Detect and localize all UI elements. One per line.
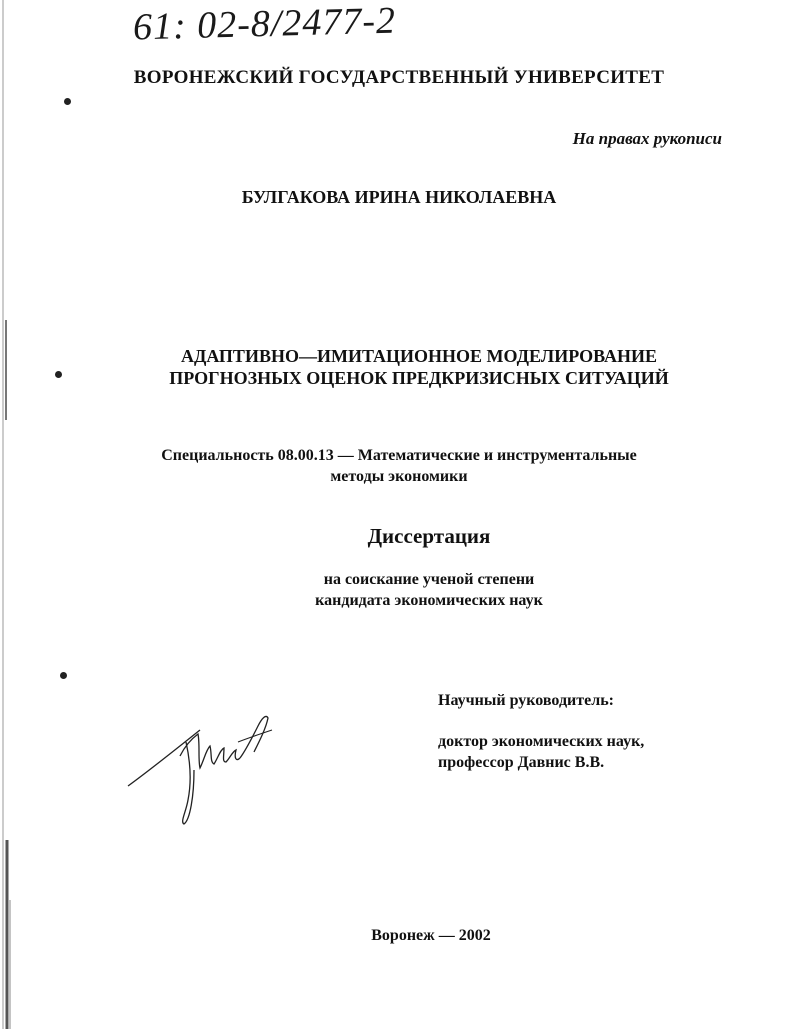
university-name: ВОРОНЕЖСКИЙ ГОСУДАРСТВЕННЫЙ УНИВЕРСИТЕТ [133,67,665,88]
author-name: БУЛГАКОВА ИРИНА НИКОЛАЕВНА [241,187,557,207]
supervisor-name: профессор Давнис В.В. [438,754,605,771]
specialty-line-2: методы экономики [330,468,468,485]
binding-edge [0,0,16,1029]
document-type: Диссертация [367,524,491,548]
supervisor-label: Научный руководитель: [438,692,614,709]
specialty-line-1: Специальность 08.00.13 — Математические и инструментальные [161,447,637,464]
place-year: Воронеж — 2002 [371,927,491,944]
specialty [0,445,798,487]
degree-line-1: на соискание ученой степени [323,571,535,588]
dissertation-title [0,345,798,389]
degree [0,569,798,611]
supervisor-details [438,731,644,773]
title-line-1: АДАПТИВНО—ИМИТАЦИОННОЕ МОДЕЛИРОВАНИЕ [181,346,657,366]
degree-line-2: кандидата экономических наук [315,592,543,609]
punch-hole-dot [64,98,71,105]
signature [120,700,280,830]
archive-code: 61: 02-8/2477-2 [132,0,397,49]
title-line-2: ПРОГНОЗНЫХ ОЦЕНОК ПРЕДКРИЗИСНЫХ СИТУАЦИЙ [169,368,669,388]
supervisor-degree: доктор экономических наук, [438,733,645,750]
manuscript-rights: На правах рукописи [572,129,722,148]
punch-hole-dot [60,672,67,679]
